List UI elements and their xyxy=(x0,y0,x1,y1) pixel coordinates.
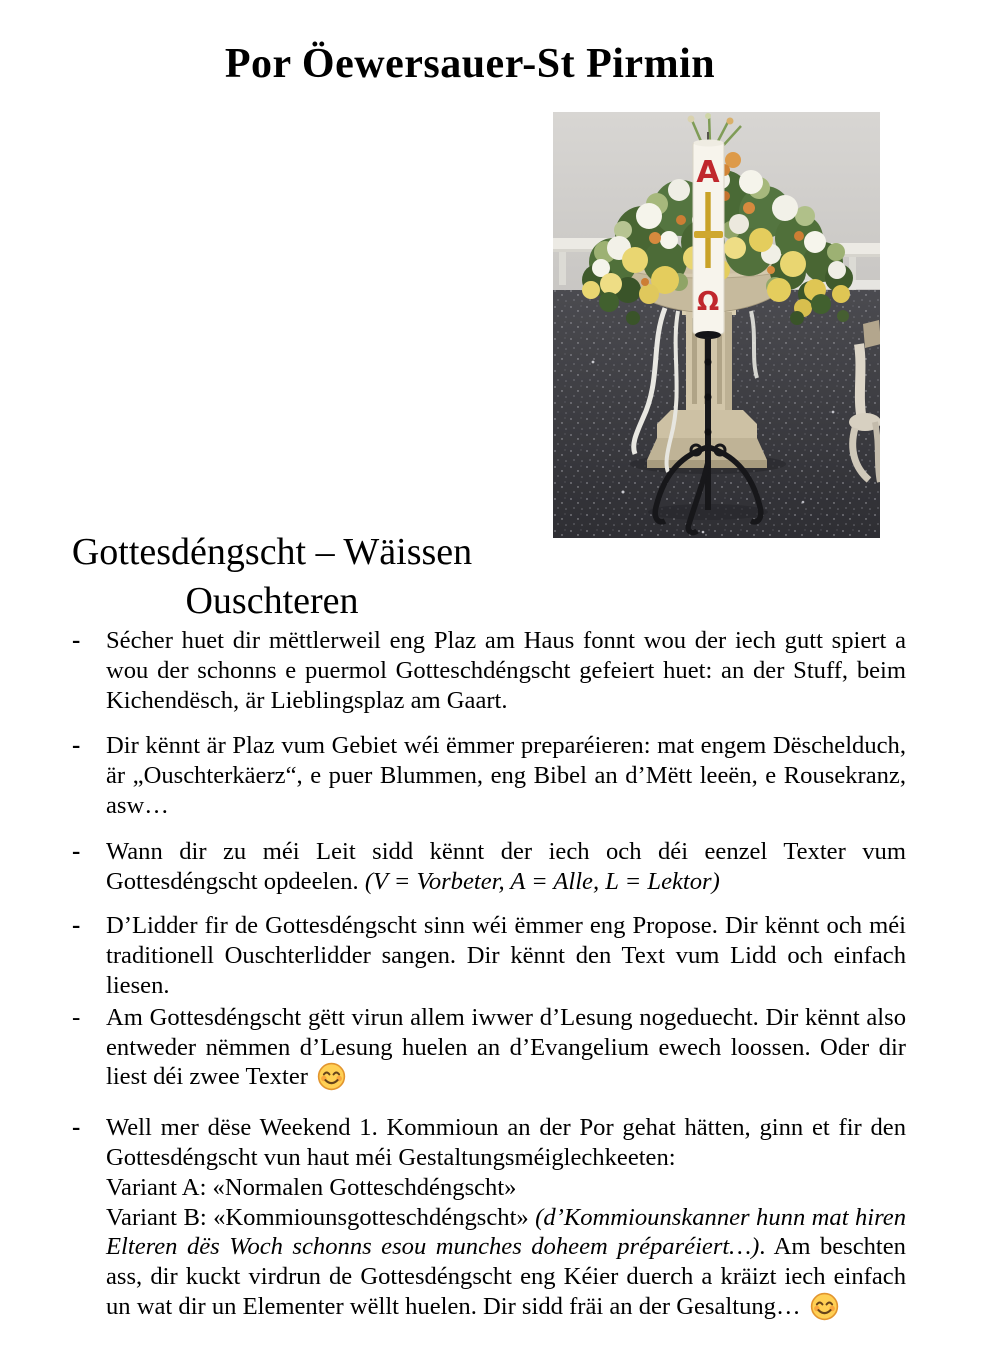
bullet-text: Sécher huet dir mëttlerweil eng Plaz am Haus fonnt wou der iech gutt spiert a wou der schonns e puermol Gotteschdéngscht gefeiert huet: an der Stuff, beim Kichendësch, är Lieblingsplaz am Gaart. xyxy=(106,627,906,714)
candle-omega-letter: Ω xyxy=(696,287,720,317)
bullet-text: Well mer dëse Weekend 1. Kommioun an der Por gehat hätten, ginn et fir den Gottesdéngscht vun haut méi Gestaltungsméiglechkeeten: xyxy=(106,1114,906,1171)
bullet-item xyxy=(72,731,906,820)
candle-gold-band xyxy=(694,231,723,238)
bullet-text: Variant B: «Kommiounsgotteschdéngscht» xyxy=(106,1203,536,1231)
bullet-paragraph xyxy=(106,731,906,820)
bullet-dash-marker: - xyxy=(72,1114,81,1142)
bullet-text: Wann dir zu méi Leit sidd kënnt der iech och déi eenzel Texter vum Gottesdéngscht opdeelen. xyxy=(106,837,906,895)
bullet-list xyxy=(72,626,906,1322)
church-photo xyxy=(553,112,880,538)
bullet-item xyxy=(72,626,906,715)
bullet-text: Variant A: «Normalen Gotteschdéngscht» xyxy=(106,1173,517,1201)
bullet-dash-marker: - xyxy=(72,732,81,760)
bullet-item xyxy=(72,911,906,1000)
page-title: Por Öewersauer-St Pirmin xyxy=(224,41,716,88)
bullet-paragraph xyxy=(106,1003,906,1092)
bullet-text: Dir kënnt är Plaz vum Gebiet wéi ëmmer preparéieren: mat engem Dëschelduch, är „Ouschterkäerz“, e puer Blummen, eng Bibel an d’Mëtt leeën, e Rousekranz, asw… xyxy=(106,732,906,819)
bullet-dash-marker: - xyxy=(72,837,81,865)
smiling-face-emoji-icon xyxy=(810,1292,839,1321)
bullet-dash-marker: - xyxy=(72,912,81,940)
bullet-paragraph xyxy=(106,837,906,897)
bullet-text: D’Lidder fir de Gottesdéngscht sinn wéi ëmmer eng Propose. Dir kënnt och méi traditionell Ouschterlidder sangen. Dir kënnt den Text vum Lidd och einfach liesen. xyxy=(106,912,906,999)
bullet-paragraph xyxy=(106,626,906,715)
section-heading-line2: Ouschteren xyxy=(185,579,359,622)
bullet-paragraph xyxy=(106,1113,906,1322)
bullet-item xyxy=(72,1003,906,1092)
candle-gold-stripe xyxy=(705,192,710,268)
bullet-text-italic: (V = Vorbeter, A = Alle, L = Lektor) xyxy=(364,867,720,895)
candle-alpha-letter: A xyxy=(696,155,720,190)
bullet-text-italic: (d’Kommiounskanner hunn mat hiren Elteren dës Woch schonns esou munches doheem préparéiert…) xyxy=(106,1203,906,1261)
bullet-item xyxy=(72,1113,906,1322)
baptismal-font-photo xyxy=(553,112,880,538)
section-heading-line1: Gottesdéngscht – Wäissen xyxy=(71,530,473,573)
bullet-text: Am Gottesdéngscht gëtt virun allem iwwer d’Lesung nogeduecht. Dir kënnt also entweder nëmmen d’Lesung huelen an d’Evangelium ewech loossen. Oder dir liest déi zwee Texter xyxy=(106,1003,906,1091)
bullet-text: . Am beschten ass, dir kuckt virdrun de Gottesdéngscht eng Kéier duerch a kräizt iech einfach un wat dir un Elementer wëllt huelen. Dir sidd fräi an der Gesaltung… xyxy=(106,1233,906,1320)
smiling-face-emoji-icon xyxy=(317,1062,346,1091)
bullet-dash-marker: - xyxy=(72,1003,81,1031)
bullet-dash-marker: - xyxy=(72,627,81,654)
section-heading xyxy=(62,528,482,626)
bullet-item xyxy=(72,837,906,897)
bullet-paragraph xyxy=(106,911,906,1000)
paschal-candle xyxy=(693,132,724,334)
